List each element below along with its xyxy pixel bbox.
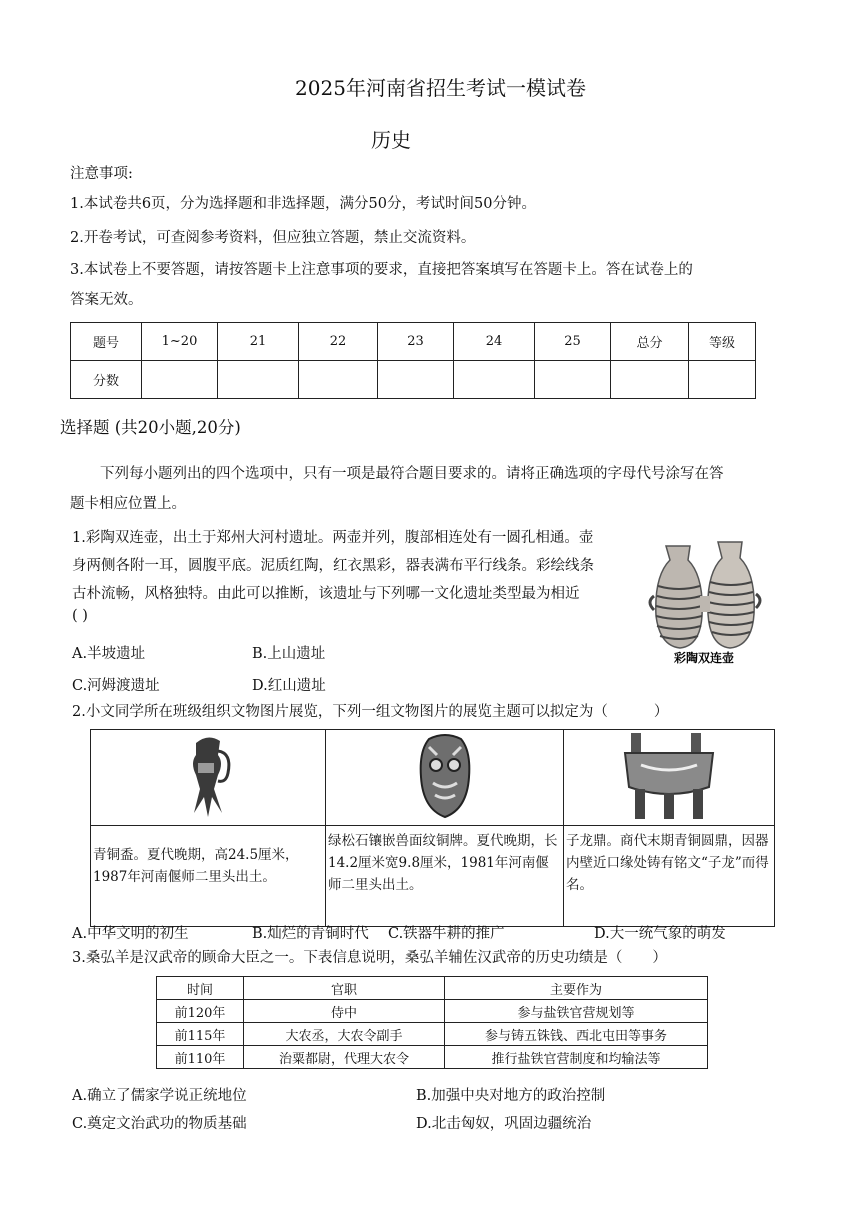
table-row [157,1023,708,1046]
score-header-cell: 等级 [689,323,756,361]
score-header-cell: 25 [535,323,611,361]
score-table [70,322,756,399]
score-header-cell: 总分 [611,323,689,361]
exhibit-table [90,729,775,927]
q1-stem-line: 古朴流畅，风格独特。由此可以推断，该遗址与下列哪一文化遗址类型最为相近 [72,586,580,602]
q1-option-d[interactable]: D.红山遗址 [252,678,326,694]
q3-stem-text: 3.桑弘羊是汉武帝的顾命大臣之一。下表信息说明，桑弘羊辅佐汉武帝的历史功绩是（ [72,950,623,966]
q3-option-b[interactable]: B.加强中央对地方的政治控制 [416,1088,606,1104]
table-cell: 治粟都尉，代理大农令 [244,1046,445,1069]
score-header-cell: 24 [454,323,535,361]
q2-option-c[interactable]: C.铁器牛耕的推广 [388,926,505,942]
exhibit-caption: 绿松石镶嵌兽面纹铜牌。夏代晚期，长14.2厘米宽9.8厘米，1981年河南偃师二里头出土。 [326,826,564,927]
exhibit-image-cell [91,730,326,826]
table-row [157,1000,708,1023]
exhibit-caption: 青铜盉。夏代晚期，高24.5厘米，1987年河南偃师二里头出土。 [91,826,326,927]
double-pot-caption: 彩陶双连壶 [673,651,735,665]
q2-stem-text: 2.小文同学所在班级组织文物图片展览，下列一组文物图片的展览主题可以拟定为（ [72,704,608,720]
q2-stem-end: ） [653,704,669,720]
score-table-header-row [71,323,756,361]
exhibit-image-cell [326,730,564,826]
score-header-cell: 1~20 [142,323,218,361]
table-cell: 前110年 [157,1046,244,1069]
score-header-cell: 21 [218,323,299,361]
table-header-cell: 主要作为 [445,977,708,1000]
score-cell [142,361,218,399]
exhibit-image-cell [564,730,775,826]
notice-item: 2.开卷考试，可查阅参考资料，但应独立答题，禁止交流资料。 [70,230,476,246]
table-row [157,1046,708,1069]
score-cell [611,361,689,399]
table-cell: 参与铸五铢钱、西北屯田等事务 [445,1023,708,1046]
q2-option-a[interactable]: A.中华文明的初生 [72,926,189,942]
score-cell [299,361,378,399]
score-cell [378,361,454,399]
section-instruction: 题卡相应位置上。 [70,496,186,512]
table-cell: 参与盐铁官营规划等 [445,1000,708,1023]
double-pot-image [644,536,764,666]
q3-option-c[interactable]: C.奠定文治武功的物质基础 [72,1116,247,1132]
score-cell [454,361,535,399]
exhibit-image-row [91,730,775,826]
table-header-cell: 官职 [244,977,445,1000]
table-cell: 侍中 [244,1000,445,1023]
score-cell [689,361,756,399]
q1-stem-line: 1.彩陶双连壶，出土于郑州大河村遗址。两壶并列，腹部相连处有一圆孔相通。壶 [72,530,594,546]
table-cell: 大农丞，大农令副手 [244,1023,445,1046]
pottery-pot-right-icon [708,542,760,648]
table-header-cell: 时间 [157,977,244,1000]
table-cell: 前120年 [157,1000,244,1023]
q1-answer-blank: ( ) [72,608,88,624]
turquoise-plaque-icon [415,731,475,821]
table-header-row [157,977,708,1000]
official-career-table [156,976,708,1069]
table-cell: 前115年 [157,1023,244,1046]
section-title: 选择题 (共20小题,20分) [60,418,241,437]
q3-option-a[interactable]: A.确立了儒家学说正统地位 [72,1088,247,1104]
score-cell [218,361,299,399]
pottery-pot-left-icon [650,546,702,648]
q2-stem [72,700,668,721]
score-table-row [71,361,756,399]
q1-option-b[interactable]: B.上山遗址 [252,646,326,662]
notice-item: 答案无效。 [70,292,143,308]
q2-option-d[interactable]: D.大一统气象的萌发 [594,926,726,942]
notice-item: 3.本试卷上不要答题，请按答题卡上注意事项的要求，直接把答案填写在答题卡上。答在试卷上的 [70,262,693,278]
score-header-cell: 23 [378,323,454,361]
q3-stem [72,946,667,967]
q3-stem-end: ） [652,950,667,966]
section-instruction: 下列每小题列出的四个选项中，只有一项是最符合题目要求的。请将正确选项的字母代号涂写在答 [100,466,724,482]
q1-option-c[interactable]: C.河姆渡遗址 [72,678,160,694]
exhibit-caption-row [91,826,775,927]
q2-option-b[interactable]: B.灿烂的青铜时代 [252,926,369,942]
score-header-cell: 22 [299,323,378,361]
q1-stem-line: 身两侧各附一耳，圆腹平底。泥质红陶，红衣黑彩，器表满布平行线条。彩绘线条 [72,558,594,574]
score-header-cell: 题号 [71,323,142,361]
exam-title: 2025年河南省招生考试一模试卷 [295,76,586,100]
score-cell [535,361,611,399]
notice-heading: 注意事项: [70,166,133,182]
bronze-ding-icon [621,731,717,821]
exhibit-caption: 子龙鼎。商代末期青铜圆鼎，因器内壁近口缘处铸有铭文“子龙”而得名。 [564,826,775,927]
bronze-he-vessel-icon [178,733,238,819]
notice-item: 1.本试卷共6页，分为选择题和非选择题，满分50分，考试时间50分钟。 [70,196,536,212]
table-cell: 推行盐铁官营制度和均输法等 [445,1046,708,1069]
subject-heading: 历史 [371,128,411,152]
q1-option-a[interactable]: A.半坡遗址 [72,646,146,662]
score-row-label: 分数 [71,361,142,399]
q3-option-d[interactable]: D.北击匈奴，巩固边疆统治 [416,1116,592,1132]
